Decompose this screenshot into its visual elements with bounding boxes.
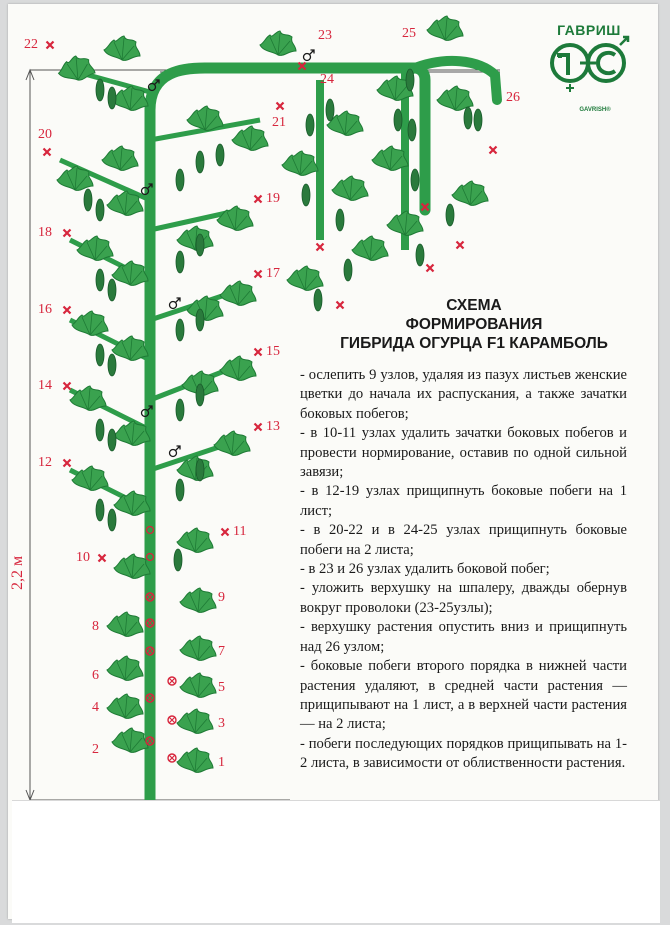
- instruction-item: - в 10-11 узлах удалить зачатки боковых побегов и провести нормирование, оставив по одной сильной завязи;: [300, 425, 627, 481]
- title-line-2: ФОРМИРОВАНИЯ: [405, 316, 543, 333]
- scheme-title: [316, 296, 632, 353]
- node-number-1: 1: [218, 755, 225, 770]
- node-number-25: 25: [402, 26, 416, 41]
- instruction-item: - в 23 и 26 узлах удалить боковой побег;: [300, 561, 550, 578]
- node-number-4: 4: [92, 700, 99, 715]
- instruction-item: - верхушку растения опустить вниз и прищипнуть над 26 узлом;: [300, 619, 627, 655]
- instruction-item: - в 12-19 узлах прищипнуть боковые побеги на 1 лист;: [300, 483, 627, 519]
- title-line-3: ГИБРИДА ОГУРЦА F1 КАРАМБОЛЬ: [340, 335, 608, 352]
- node-number-24: 24: [320, 72, 334, 87]
- node-number-8: 8: [92, 619, 99, 634]
- node-number-9: 9: [218, 590, 225, 605]
- instruction-item: - уложить верхушку на шпалеру, дважды обернув вокруг проволоки (23-25узлы);: [300, 580, 627, 616]
- node-number-5: 5: [218, 680, 225, 695]
- node-number-2: 2: [92, 742, 99, 757]
- height-scale-label: 2,2 м: [9, 555, 26, 590]
- instruction-item: - боковые побеги второго порядка в нижней части растения удаляют, в средней части растения — прищипывают на 1 лист, а в верхней части растения — на 2 листа;: [300, 658, 627, 733]
- blank-lower-area: [12, 800, 660, 923]
- node-number-21: 21: [272, 115, 286, 130]
- node-number-15: 15: [266, 344, 280, 359]
- title-line-1: СХЕМА: [446, 297, 502, 314]
- node-number-14: 14: [38, 378, 52, 393]
- node-number-22: 22: [24, 37, 38, 52]
- logo-brand-ru: ГАВРИШ: [557, 22, 621, 38]
- instruction-item: - в 20-22 и в 24-25 узлах прищипнуть боковые побеги на 2 листа;: [300, 522, 627, 558]
- node-number-26: 26: [506, 90, 520, 105]
- node-number-19: 19: [266, 191, 280, 206]
- node-number-11: 11: [233, 524, 247, 539]
- node-number-6: 6: [92, 668, 99, 683]
- logo-brand-en: GAVRISH®: [579, 107, 611, 113]
- node-number-12: 12: [38, 455, 52, 470]
- node-number-20: 20: [38, 127, 52, 142]
- node-number-3: 3: [218, 716, 225, 731]
- node-number-18: 18: [38, 225, 52, 240]
- node-number-10: 10: [76, 550, 90, 565]
- node-number-7: 7: [218, 644, 225, 659]
- instruction-item: - побеги последующих порядков прищипывать на 1-2 листа, в зависимости от облиственности растения.: [300, 735, 627, 772]
- node-number-16: 16: [38, 302, 52, 317]
- instructions-list: [300, 366, 627, 774]
- instruction-item: - ослепить 9 узлов, удаляя из пазух листьев женские цветки до начала их распускания, а также зачатки боковых побегов;: [300, 367, 627, 422]
- node-number-23: 23: [318, 28, 332, 43]
- node-number-17: 17: [266, 266, 280, 281]
- gavrish-logo: [545, 22, 640, 113]
- node-number-13: 13: [266, 419, 280, 434]
